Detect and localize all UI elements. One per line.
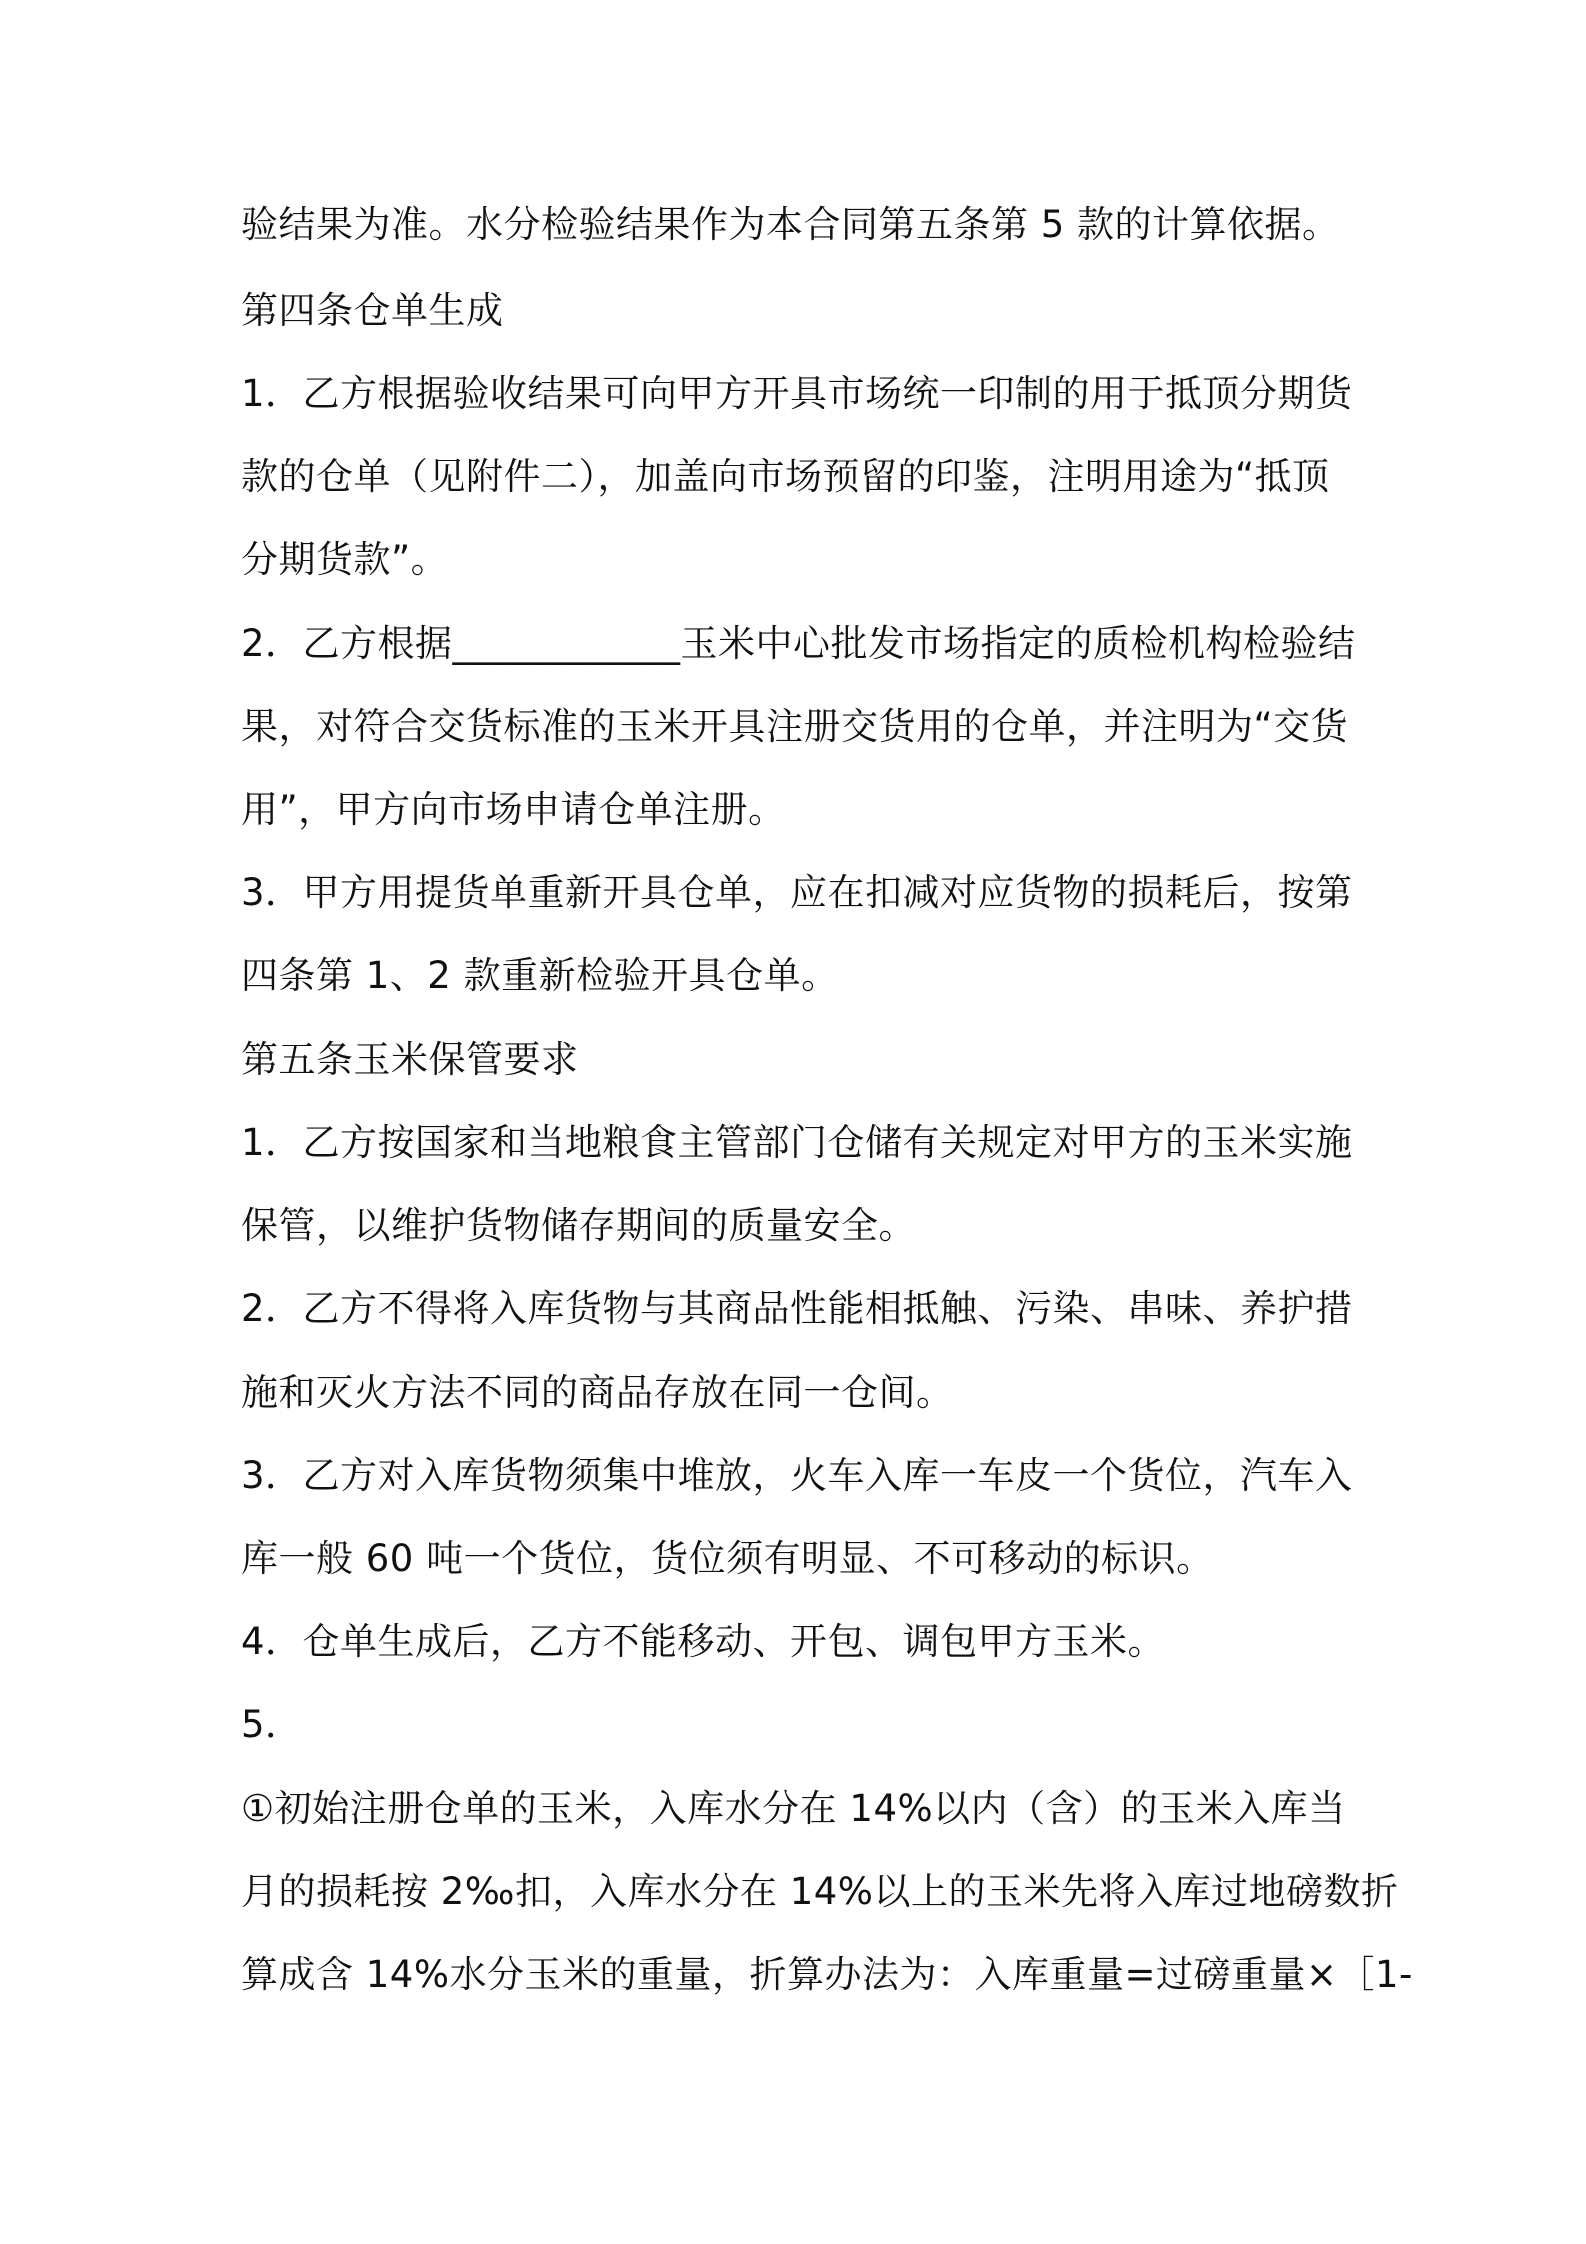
text-line: 款的仓单（见附件二），加盖向市场预留的印鉴，注明用途为“抵顶: [241, 455, 1330, 498]
text-line: 2．乙方根据____________玉米中心批发市场指定的质检机构检验结: [241, 622, 1356, 665]
section-heading: 第四条仓单生成: [241, 289, 504, 332]
text-line: 2．乙方不得将入库货物与其商品性能相抵触、污染、串味、养护措: [241, 1287, 1353, 1330]
text-line: 3．乙方对入库货物须集中堆放，火车入库一车皮一个货位，汽车入: [241, 1454, 1353, 1497]
text-line: 5．: [241, 1703, 303, 1746]
text-line: 月的损耗按 2‰扣，入库水分在 14%以上的玉米先将入库过地磅数折: [241, 1870, 1399, 1913]
text-line: 1．乙方根据验收结果可向甲方开具市场统一印制的用于抵顶分期货: [241, 372, 1353, 415]
text-line: 1．乙方按国家和当地粮食主管部门仓储有关规定对甲方的玉米实施: [241, 1121, 1353, 1164]
text-line: 果，对符合交货标准的玉米开具注册交货用的仓单，并注明为“交货: [241, 705, 1349, 748]
text-line: 算成含 14%水分玉米的重量，折算办法为：入库重量=过磅重量×［1-: [241, 1953, 1413, 1996]
text-line: 验结果为准。水分检验结果作为本合同第五条第 5 款的计算依据。: [241, 203, 1340, 246]
text-line: 保管，以维护货物储存期间的质量安全。: [241, 1204, 916, 1247]
text-line: 四条第 1、2 款重新检验开具仓单。: [241, 954, 839, 997]
text-line: 用”，甲方向市场申请仓单注册。: [241, 788, 786, 831]
text-line: 施和灭火方法不同的商品存放在同一仓间。: [241, 1371, 954, 1414]
text-line: 库一般 60 吨一个货位，货位须有明显、不可移动的标识。: [241, 1537, 1214, 1580]
text-line: 3．甲方用提货单重新开具仓单，应在扣减对应货物的损耗后，按第: [241, 871, 1353, 914]
section-heading: 第五条玉米保管要求: [241, 1038, 579, 1081]
text-line: 分期货款”。: [241, 538, 449, 581]
text-line: 4．仓单生成后，乙方不能移动、开包、调包甲方玉米。: [241, 1620, 1166, 1663]
text-line: ①初始注册仓单的玉米，入库水分在 14%以内（含）的玉米入库当: [241, 1787, 1346, 1830]
